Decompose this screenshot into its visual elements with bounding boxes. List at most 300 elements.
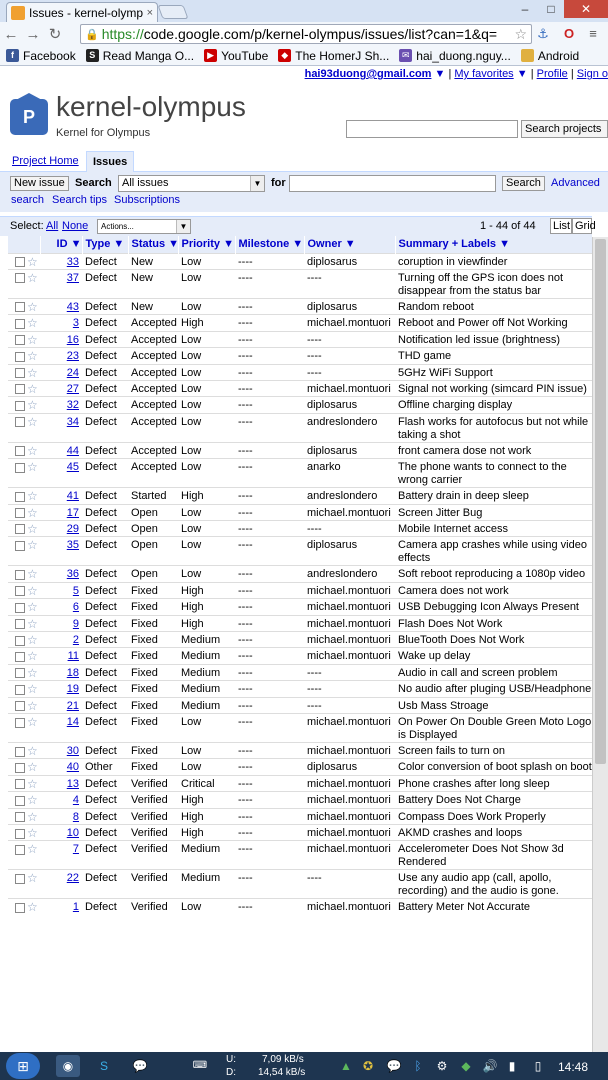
issue-type-cell[interactable]: Defect	[82, 599, 128, 615]
issue-summary-cell[interactable]: Wake up delay	[395, 648, 592, 664]
issue-owner-cell[interactable]: diplosarus	[304, 442, 395, 458]
chrome-taskbar-icon[interactable]: ◉	[56, 1055, 80, 1077]
issue-status-cell[interactable]: Fixed	[128, 615, 178, 631]
issue-status-cell[interactable]: New	[128, 298, 178, 314]
issue-id-link[interactable]: 4	[72, 794, 79, 807]
row-checkbox[interactable]	[15, 417, 25, 427]
table-row[interactable]	[8, 566, 592, 582]
row-checkbox[interactable]	[15, 541, 25, 551]
issue-priority-cell[interactable]: Low	[178, 759, 235, 775]
issue-type-cell[interactable]: Defect	[82, 566, 128, 582]
close-window-button[interactable]: ✕	[564, 0, 608, 18]
issue-priority-cell[interactable]: Medium	[178, 697, 235, 713]
issue-summary-cell[interactable]: coruption in viewfinder	[395, 253, 592, 269]
star-icon[interactable]: ☆	[27, 633, 38, 647]
row-checkbox[interactable]	[15, 829, 25, 839]
issue-id-link[interactable]: 16	[66, 333, 79, 346]
issue-owner-cell[interactable]: michael.montuori	[304, 648, 395, 664]
issue-id-link[interactable]: 13	[66, 777, 79, 790]
actions-select[interactable]	[97, 219, 191, 234]
issue-priority-cell[interactable]: Medium	[178, 841, 235, 870]
row-checkbox[interactable]	[15, 718, 25, 728]
table-row[interactable]	[8, 870, 592, 899]
issue-id-link[interactable]: 30	[66, 745, 79, 758]
issue-type-cell[interactable]: Defect	[82, 681, 128, 697]
select-none-link[interactable]: None	[62, 220, 89, 232]
issue-owner-cell[interactable]: michael.montuori	[304, 743, 395, 759]
issue-summary-cell[interactable]: Battery Does Not Charge	[395, 792, 592, 808]
issue-type-cell[interactable]: Defect	[82, 488, 128, 504]
issue-priority-cell[interactable]: Critical	[178, 775, 235, 791]
issue-type-cell[interactable]: Defect	[82, 825, 128, 841]
search-projects-button[interactable]: Search projects	[521, 120, 608, 138]
issue-id-link[interactable]: 3	[72, 317, 79, 330]
menu-icon[interactable]: ≡	[589, 26, 597, 41]
table-row[interactable]	[8, 841, 592, 870]
row-checkbox[interactable]	[15, 352, 25, 362]
star-icon[interactable]: ☆	[27, 900, 38, 915]
table-row[interactable]	[8, 664, 592, 680]
issue-priority-cell[interactable]: Low	[178, 364, 235, 380]
issue-milestone-cell[interactable]: ----	[235, 870, 304, 899]
issue-summary-cell[interactable]: Flash works for autofocus but not while taking a shot	[395, 413, 592, 442]
issue-owner-cell[interactable]: andreslondero	[304, 413, 395, 442]
chat-taskbar-icon[interactable]: 💬	[132, 1059, 148, 1073]
star-icon[interactable]: ☆	[27, 715, 38, 730]
issue-status-cell[interactable]: Accepted	[128, 315, 178, 331]
issue-milestone-cell[interactable]: ----	[235, 681, 304, 697]
issue-status-cell[interactable]: Accepted	[128, 442, 178, 458]
issue-priority-cell[interactable]: Low	[178, 269, 235, 298]
issue-owner-cell[interactable]: michael.montuori	[304, 714, 395, 743]
sign-out-link[interactable]: Sign o	[576, 68, 608, 80]
issue-summary-cell[interactable]: Reboot and Power off Not Working	[395, 315, 592, 331]
back-icon[interactable]: ←	[3, 25, 19, 43]
issue-milestone-cell[interactable]: ----	[235, 632, 304, 648]
star-icon[interactable]: ☆	[27, 649, 38, 664]
issue-id-link[interactable]: 14	[66, 716, 79, 729]
issue-status-cell[interactable]: Accepted	[128, 397, 178, 413]
issue-id-link[interactable]: 9	[72, 617, 79, 630]
table-row[interactable]	[8, 315, 592, 331]
issue-id-link[interactable]: 7	[72, 843, 79, 856]
bookmark-item[interactable]	[86, 49, 194, 63]
row-checkbox[interactable]	[15, 747, 25, 757]
issue-summary-cell[interactable]: Camera does not work	[395, 582, 592, 598]
select-all-link[interactable]: All	[46, 220, 59, 232]
issue-priority-cell[interactable]: Low	[178, 253, 235, 269]
star-icon[interactable]: ☆	[27, 744, 38, 759]
issue-milestone-cell[interactable]: ----	[235, 253, 304, 269]
issue-milestone-cell[interactable]: ----	[235, 599, 304, 615]
project-search-input[interactable]	[346, 120, 518, 138]
issue-priority-cell[interactable]: High	[178, 808, 235, 824]
issue-summary-cell[interactable]: THD game	[395, 348, 592, 364]
issue-milestone-cell[interactable]: ----	[235, 775, 304, 791]
table-row[interactable]	[8, 825, 592, 841]
issue-owner-cell[interactable]: michael.montuori	[304, 315, 395, 331]
issue-type-cell[interactable]: Defect	[82, 775, 128, 791]
star-icon[interactable]: ☆	[27, 567, 38, 582]
issue-type-cell[interactable]: Defect	[82, 537, 128, 566]
new-issue-button[interactable]: New issue	[10, 176, 69, 191]
issue-id-link[interactable]: 33	[66, 255, 79, 268]
issue-id-link[interactable]: 10	[66, 827, 79, 840]
issue-status-cell[interactable]: Accepted	[128, 348, 178, 364]
issue-owner-cell[interactable]: ----	[304, 681, 395, 697]
row-checkbox[interactable]	[15, 763, 25, 773]
issue-summary-cell[interactable]: AKMD crashes and loops	[395, 825, 592, 841]
table-row[interactable]	[8, 632, 592, 648]
star-icon[interactable]: ☆	[27, 826, 38, 841]
row-checkbox[interactable]	[15, 368, 25, 378]
extension-icon[interactable]: ⚓	[537, 26, 549, 41]
issue-milestone-cell[interactable]: ----	[235, 899, 304, 915]
issue-milestone-cell[interactable]: ----	[235, 808, 304, 824]
table-row[interactable]	[8, 331, 592, 347]
table-row[interactable]	[8, 364, 592, 380]
issue-type-cell[interactable]: Defect	[82, 870, 128, 899]
row-checkbox[interactable]	[15, 668, 25, 678]
issue-priority-cell[interactable]: High	[178, 488, 235, 504]
issue-owner-cell[interactable]: diplosarus	[304, 397, 395, 413]
address-bar[interactable]	[80, 24, 532, 44]
issue-type-cell[interactable]: Defect	[82, 520, 128, 536]
bookmark-star-icon[interactable]: ☆	[514, 25, 527, 42]
issue-owner-cell[interactable]: michael.montuori	[304, 775, 395, 791]
issue-type-cell[interactable]: Defect	[82, 632, 128, 648]
project-name[interactable]: kernel-olympus	[56, 91, 246, 122]
issue-status-cell[interactable]: Started	[128, 488, 178, 504]
issue-type-cell[interactable]: Defect	[82, 697, 128, 713]
issue-type-cell[interactable]: Other	[82, 759, 128, 775]
issue-milestone-cell[interactable]: ----	[235, 397, 304, 413]
reload-icon[interactable]: ↻	[48, 26, 62, 43]
issue-id-link[interactable]: 44	[66, 444, 79, 457]
star-icon[interactable]: ☆	[27, 682, 38, 697]
table-row[interactable]	[8, 599, 592, 615]
table-row[interactable]	[8, 714, 592, 743]
issue-id-link[interactable]: 24	[66, 366, 79, 379]
issue-owner-cell[interactable]: ----	[304, 348, 395, 364]
issue-id-link[interactable]: 34	[66, 415, 79, 428]
table-row[interactable]	[8, 615, 592, 631]
issue-priority-cell[interactable]: Medium	[178, 648, 235, 664]
issue-summary-cell[interactable]: Flash Does Not Work	[395, 615, 592, 631]
issue-id-link[interactable]: 36	[66, 568, 79, 581]
issue-status-cell[interactable]: Verified	[128, 841, 178, 870]
issue-priority-cell[interactable]: Low	[178, 520, 235, 536]
row-checkbox[interactable]	[15, 257, 25, 267]
issue-status-cell[interactable]: Fixed	[128, 582, 178, 598]
issue-summary-cell[interactable]: Offline charging display	[395, 397, 592, 413]
star-icon[interactable]: ☆	[27, 254, 38, 269]
table-row[interactable]	[8, 380, 592, 396]
issue-milestone-cell[interactable]: ----	[235, 566, 304, 582]
row-checkbox[interactable]	[15, 903, 25, 913]
browser-tab[interactable]	[6, 2, 158, 22]
header-owner[interactable]: Owner ▼	[304, 236, 395, 253]
issue-milestone-cell[interactable]: ----	[235, 664, 304, 680]
issue-summary-cell[interactable]: Screen fails to turn on	[395, 743, 592, 759]
table-row[interactable]	[8, 775, 592, 791]
issue-milestone-cell[interactable]: ----	[235, 331, 304, 347]
issue-summary-cell[interactable]: Accelerometer Does Not Show 3d Rendered	[395, 841, 592, 870]
table-row[interactable]	[8, 459, 592, 488]
start-button[interactable]: ⊞	[6, 1053, 40, 1079]
issue-status-cell[interactable]: Verified	[128, 808, 178, 824]
network-signal-icon[interactable]: ▮	[508, 1059, 516, 1073]
search-tips-link[interactable]: Search tips	[52, 194, 108, 206]
issue-summary-cell[interactable]: Screen Jitter Bug	[395, 504, 592, 520]
issue-status-cell[interactable]: Verified	[128, 870, 178, 899]
issue-type-cell[interactable]: Defect	[82, 253, 128, 269]
issue-owner-cell[interactable]: michael.montuori	[304, 582, 395, 598]
star-icon[interactable]: ☆	[27, 505, 38, 520]
search-button[interactable]: Search	[502, 176, 545, 191]
issue-status-cell[interactable]: Accepted	[128, 413, 178, 442]
star-icon[interactable]: ☆	[27, 398, 38, 413]
row-checkbox[interactable]	[15, 302, 25, 312]
forward-icon[interactable]: →	[25, 25, 41, 43]
new-tab-button[interactable]	[157, 5, 188, 19]
my-favorites-link[interactable]: My favorites	[454, 68, 514, 80]
issue-status-cell[interactable]: Fixed	[128, 743, 178, 759]
issue-type-cell[interactable]: Defect	[82, 380, 128, 396]
table-row[interactable]	[8, 298, 592, 314]
table-row[interactable]	[8, 808, 592, 824]
issue-owner-cell[interactable]: ----	[304, 870, 395, 899]
issue-summary-cell[interactable]: Color conversion of boot splash on boot	[395, 759, 592, 775]
issue-type-cell[interactable]: Defect	[82, 664, 128, 680]
star-icon[interactable]: ☆	[27, 538, 38, 553]
table-row[interactable]	[8, 442, 592, 458]
issue-id-link[interactable]: 43	[66, 300, 79, 313]
issue-summary-cell[interactable]: front camera dose not work	[395, 442, 592, 458]
issue-priority-cell[interactable]: High	[178, 825, 235, 841]
issue-type-cell[interactable]: Defect	[82, 442, 128, 458]
star-icon[interactable]: ☆	[27, 381, 38, 396]
issue-query-input[interactable]	[289, 175, 496, 192]
row-checkbox[interactable]	[15, 273, 25, 283]
issue-id-link[interactable]: 1	[72, 901, 79, 914]
issue-summary-cell[interactable]: Random reboot	[395, 298, 592, 314]
issue-id-link[interactable]: 22	[66, 872, 79, 885]
issue-priority-cell[interactable]: Low	[178, 413, 235, 442]
issue-status-cell[interactable]: New	[128, 269, 178, 298]
bookmark-item[interactable]	[399, 49, 511, 63]
table-row[interactable]	[8, 792, 592, 808]
star-icon[interactable]: ☆	[27, 583, 38, 598]
issue-id-link[interactable]: 32	[66, 399, 79, 412]
favorites-dropdown-icon[interactable]: ▼	[516, 68, 528, 80]
issue-milestone-cell[interactable]: ----	[235, 348, 304, 364]
issue-id-link[interactable]: 8	[72, 810, 79, 823]
row-checkbox[interactable]	[15, 384, 25, 394]
issue-id-link[interactable]: 17	[66, 506, 79, 519]
issue-type-cell[interactable]: Defect	[82, 792, 128, 808]
minimize-button[interactable]: –	[521, 2, 529, 16]
issue-status-cell[interactable]: Verified	[128, 899, 178, 915]
tray-settings-icon[interactable]: ⚙	[436, 1059, 448, 1073]
issue-status-cell[interactable]: Fixed	[128, 648, 178, 664]
issue-summary-cell[interactable]: BlueTooth Does Not Work	[395, 632, 592, 648]
bookmark-item[interactable]	[204, 49, 268, 63]
issue-milestone-cell[interactable]: ----	[235, 315, 304, 331]
advanced-search-link-cont[interactable]: search	[11, 194, 45, 206]
issue-type-cell[interactable]: Defect	[82, 315, 128, 331]
issue-status-cell[interactable]: Accepted	[128, 364, 178, 380]
volume-icon[interactable]: 🔊	[482, 1059, 498, 1073]
issue-type-cell[interactable]: Defect	[82, 413, 128, 442]
issue-summary-cell[interactable]: The phone wants to connect to the wrong carrier	[395, 459, 592, 488]
issue-type-cell[interactable]: Defect	[82, 269, 128, 298]
issue-priority-cell[interactable]: High	[178, 582, 235, 598]
issue-milestone-cell[interactable]: ----	[235, 743, 304, 759]
issue-owner-cell[interactable]: michael.montuori	[304, 599, 395, 615]
tab-issues[interactable]: Issues	[86, 151, 134, 173]
issue-owner-cell[interactable]: ----	[304, 520, 395, 536]
issue-status-cell[interactable]: Open	[128, 537, 178, 566]
star-icon[interactable]: ☆	[27, 809, 38, 824]
issue-scope-select[interactable]	[118, 175, 265, 192]
issue-milestone-cell[interactable]: ----	[235, 380, 304, 396]
issue-milestone-cell[interactable]: ----	[235, 269, 304, 298]
row-checkbox[interactable]	[15, 636, 25, 646]
row-checkbox[interactable]	[15, 401, 25, 411]
issue-status-cell[interactable]: Open	[128, 520, 178, 536]
issue-owner-cell[interactable]: michael.montuori	[304, 615, 395, 631]
issue-status-cell[interactable]: Fixed	[128, 681, 178, 697]
issue-owner-cell[interactable]: michael.montuori	[304, 899, 395, 915]
scrollbar-thumb[interactable]	[595, 239, 606, 764]
issue-type-cell[interactable]: Defect	[82, 459, 128, 488]
issue-status-cell[interactable]: Accepted	[128, 459, 178, 488]
issue-id-link[interactable]: 5	[72, 584, 79, 597]
issue-id-link[interactable]: 45	[66, 461, 79, 474]
star-icon[interactable]: ☆	[27, 616, 38, 631]
issue-milestone-cell[interactable]: ----	[235, 615, 304, 631]
row-checkbox[interactable]	[15, 874, 25, 884]
issue-summary-cell[interactable]: Camera app crashes while using video effects	[395, 537, 592, 566]
issue-type-cell[interactable]: Defect	[82, 397, 128, 413]
row-checkbox[interactable]	[15, 812, 25, 822]
issue-milestone-cell[interactable]: ----	[235, 792, 304, 808]
issue-owner-cell[interactable]: michael.montuori	[304, 504, 395, 520]
issue-milestone-cell[interactable]: ----	[235, 488, 304, 504]
issue-owner-cell[interactable]: anarko	[304, 459, 395, 488]
issue-status-cell[interactable]: Fixed	[128, 714, 178, 743]
star-icon[interactable]: ☆	[27, 316, 38, 331]
table-row[interactable]	[8, 397, 592, 413]
row-checkbox[interactable]	[15, 524, 25, 534]
issue-owner-cell[interactable]: michael.montuori	[304, 841, 395, 870]
issue-priority-cell[interactable]: Medium	[178, 681, 235, 697]
issue-milestone-cell[interactable]: ----	[235, 841, 304, 870]
row-checkbox[interactable]	[15, 492, 25, 502]
issue-type-cell[interactable]: Defect	[82, 298, 128, 314]
issue-summary-cell[interactable]: On Power On Double Green Moto Logo is Displayed	[395, 714, 592, 743]
issue-status-cell[interactable]: Fixed	[128, 632, 178, 648]
star-icon[interactable]: ☆	[27, 698, 38, 713]
issue-priority-cell[interactable]: Low	[178, 537, 235, 566]
issue-summary-cell[interactable]: Compass Does Work Properly	[395, 808, 592, 824]
issue-summary-cell[interactable]: Soft reboot reproducing a 1080p video	[395, 566, 592, 582]
issue-owner-cell[interactable]: ----	[304, 364, 395, 380]
issue-summary-cell[interactable]: Turning off the GPS icon does not disappear from the status bar	[395, 269, 592, 298]
issue-status-cell[interactable]: Verified	[128, 792, 178, 808]
chat-tray-icon[interactable]: 💬	[386, 1059, 402, 1073]
issue-type-cell[interactable]: Defect	[82, 648, 128, 664]
bookmark-item[interactable]	[278, 49, 389, 63]
issue-summary-cell[interactable]: Notification led issue (brightness)	[395, 331, 592, 347]
star-icon[interactable]: ☆	[27, 460, 38, 475]
issue-type-cell[interactable]: Defect	[82, 743, 128, 759]
table-row[interactable]	[8, 488, 592, 504]
issue-owner-cell[interactable]: michael.montuori	[304, 632, 395, 648]
issue-priority-cell[interactable]: Low	[178, 348, 235, 364]
row-checkbox[interactable]	[15, 586, 25, 596]
issue-priority-cell[interactable]: Low	[178, 566, 235, 582]
star-icon[interactable]: ☆	[27, 365, 38, 380]
issue-summary-cell[interactable]: Battery drain in deep sleep	[395, 488, 592, 504]
issue-priority-cell[interactable]: High	[178, 792, 235, 808]
tab-project-home[interactable]: Project Home	[12, 155, 79, 167]
user-dropdown-icon[interactable]: ▼	[434, 68, 446, 80]
issue-summary-cell[interactable]: Mobile Internet access	[395, 520, 592, 536]
row-checkbox[interactable]	[15, 603, 25, 613]
row-checkbox[interactable]	[15, 779, 25, 789]
star-icon[interactable]: ☆	[27, 665, 38, 680]
star-icon[interactable]: ☆	[27, 521, 38, 536]
issue-type-cell[interactable]: Defect	[82, 504, 128, 520]
drive-tray-icon[interactable]: ▲	[340, 1059, 352, 1073]
issue-milestone-cell[interactable]: ----	[235, 825, 304, 841]
table-row[interactable]	[8, 681, 592, 697]
issue-id-link[interactable]: 2	[72, 634, 79, 646]
issue-summary-cell[interactable]: Audio in call and screen problem	[395, 664, 592, 680]
issue-type-cell[interactable]: Defect	[82, 899, 128, 915]
issue-priority-cell[interactable]: High	[178, 615, 235, 631]
issue-id-link[interactable]: 19	[66, 683, 79, 696]
issue-priority-cell[interactable]: Medium	[178, 870, 235, 899]
subscriptions-link[interactable]: Subscriptions	[114, 194, 181, 206]
user-email-link[interactable]: hai93duong@gmail.com	[304, 68, 432, 80]
star-icon[interactable]: ☆	[27, 414, 38, 429]
row-checkbox[interactable]	[15, 652, 25, 662]
issue-owner-cell[interactable]: michael.montuori	[304, 380, 395, 396]
star-icon[interactable]: ☆	[27, 443, 38, 458]
table-row[interactable]	[8, 743, 592, 759]
table-row[interactable]	[8, 582, 592, 598]
issue-owner-cell[interactable]: diplosarus	[304, 537, 395, 566]
issue-summary-cell[interactable]: USB Debugging Icon Always Present	[395, 599, 592, 615]
issue-milestone-cell[interactable]: ----	[235, 537, 304, 566]
issue-owner-cell[interactable]: diplosarus	[304, 253, 395, 269]
issue-id-link[interactable]: 37	[66, 271, 79, 284]
issue-status-cell[interactable]: Open	[128, 566, 178, 582]
table-row[interactable]	[8, 504, 592, 520]
issue-milestone-cell[interactable]: ----	[235, 442, 304, 458]
star-icon[interactable]: ☆	[27, 793, 38, 808]
issue-owner-cell[interactable]: andreslondero	[304, 488, 395, 504]
issue-milestone-cell[interactable]: ----	[235, 459, 304, 488]
issue-priority-cell[interactable]: Low	[178, 331, 235, 347]
issue-id-link[interactable]: 6	[72, 601, 79, 614]
issue-summary-cell[interactable]: No audio after pluging USB/Headphone	[395, 681, 592, 697]
header-summary[interactable]: Summary + Labels ▼	[395, 236, 592, 253]
issue-id-link[interactable]: 29	[66, 522, 79, 535]
